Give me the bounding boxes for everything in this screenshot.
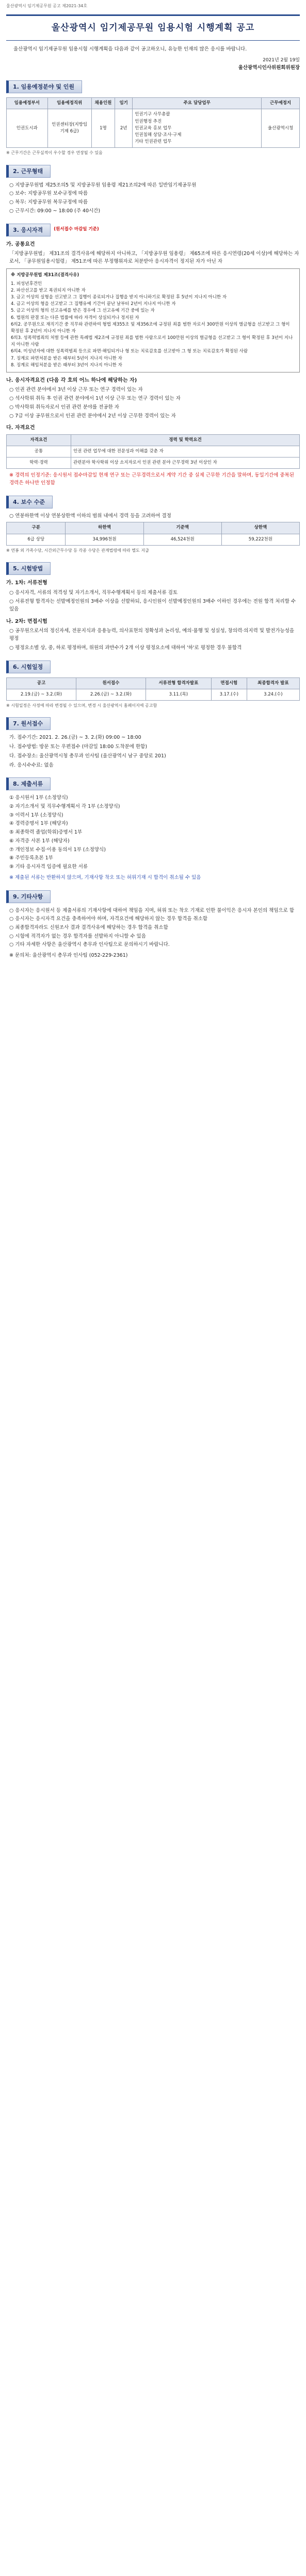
box-line: 4. 금고 이상의 형을 선고받고 그 집행유예 기간이 끝난 날부터 2년이 지나지 아니한 자 [11, 301, 176, 307]
table-cell: 2.19.(금) ~ 3.2.(화) [7, 689, 76, 700]
list-item: ○ 석사학위 취득 후 인권 관련 분야에서 1년 이상 근무 또는 연구 경력이 있는 자 [9, 396, 181, 402]
list-item: ○ 기타 자세한 사항은 울산광역시 총무과 인사팀으로 문의하시기 바랍니다. [9, 942, 170, 948]
notice-number: 울산광역시 임기제공무원 공고 제2021-34호 [6, 4, 87, 8]
list-item: ○ 복무: 지방공무원 복무규정에 따름 [9, 199, 88, 206]
duties-cell [133, 109, 262, 148]
salary-table [6, 522, 300, 545]
list-item: ⑨ 기타 응시자격 입증에 필요한 서류 [9, 864, 88, 870]
section-salary [6, 496, 300, 554]
section-schedule [6, 660, 300, 709]
section-heading: 3. 응시자격 [6, 224, 51, 236]
section-other [6, 890, 300, 960]
list-item: ② 자기소개서 및 직무수행계획서 각 1부 (소정양식) [9, 804, 120, 810]
duty-item: 인권행정 추진 [135, 118, 162, 124]
section-application [6, 717, 300, 769]
table-cell: 34,996천원 [66, 534, 143, 545]
list-item: ○ 응시자는 응시자격 요건을 충족하여야 하며, 자격요건에 해당하지 않는 경우 합격을 취소함 [9, 916, 208, 922]
table-cell: 인권도시과 [7, 109, 48, 148]
table-cell: 46,524천원 [143, 534, 221, 545]
schedule-table [6, 677, 300, 701]
box-line: 6의4. 미성년자에 대한 성폭력범죄 등으로 파면·해임되거나 형 또는 치료감호를 선고받아 그 형 또는 치료감호가 확정된 사람 [11, 349, 248, 354]
table-cell: 6급 상당 [7, 534, 66, 545]
table-header: 주요 담당업무 [133, 98, 262, 109]
list-item: ○ 인권 관련 분야에서 3년 이상 근무 또는 연구 경력이 있는 자 [9, 387, 143, 393]
list-item: ○ 시험에 적격자가 없는 경우 합격자를 선발하지 아니할 수 있음 [9, 933, 146, 939]
table-cell: 3.24.(수) [247, 689, 299, 700]
box-line: 7. 징계로 파면처분을 받은 때부터 5년이 지나지 아니한 자 [11, 355, 122, 361]
disqualification-box [6, 268, 300, 372]
section-heading: 7. 원서접수 [6, 717, 51, 730]
duty-item: 인권교육 홍보 업무 [135, 125, 172, 131]
list-item: ① 응시원서 1부 (소정양식) [9, 795, 68, 801]
qualification-table [6, 434, 300, 469]
box-line: 5. 금고 이상의 형의 선고유예를 받은 경우에 그 선고유예 기간 중에 있는 자 [11, 308, 155, 314]
table-row [7, 109, 300, 148]
table-header: 채용인원 [91, 98, 115, 109]
list-item: ○ 최종합격자라도 신원조사 결과 결격사유에 해당하는 경우 합격을 취소함 [9, 925, 168, 930]
table-header: 임기 [115, 98, 133, 109]
table-header: 공고 [7, 677, 76, 689]
title-box [6, 14, 300, 40]
paragraph: ○ 연봉하한액 이상 연봉상한액 이하의 범위 내에서 경력 등을 고려하여 결정 [9, 513, 171, 519]
schedule-note: ※ 시험일정은 사정에 따라 변경될 수 있으며, 변경 시 울산광역시 홈페이지에 공고함 [6, 703, 157, 708]
duty-item: 기타 인권관련 업무 [135, 139, 172, 145]
list-item: ○ 응시자는 응시원서 등 제출서류의 기재사항에 대하여 책임을 지며, 허위 또는 착오 기재로 인한 불이익은 응시자 본인의 책임으로 함 [9, 907, 295, 913]
paragraph: 나. 접수방법: 방문 또는 우편접수 (마감일 18:00 도착분에 한함) [9, 744, 148, 750]
list-item: ③ 이력서 1부 (소정양식) [9, 812, 63, 818]
box-line: 6. 법원의 판결 또는 다른 법률에 따라 자격이 상실되거나 정지된 자 [11, 315, 139, 320]
subheading: 나. 2차: 면접시험 [6, 618, 47, 624]
paragraph: ○ 공무원으로서의 정신자세, 전문지식과 응용능력, 의사표현의 정확성과 논리성, 예의·품행 및 성실성, 창의력·의지력 및 발전가능성을 평정 [9, 628, 295, 642]
paragraph: 다. 접수장소: 울산광역시청 총무과 인사팀 (울산광역시 남구 중앙로 201) [9, 753, 166, 759]
section-exam-method [6, 562, 300, 652]
box-line: 1. 피성년후견인 [11, 281, 42, 286]
section-heading: 1. 임용예정분야 및 인원 [6, 80, 82, 93]
list-item: ○ 보수: 지방공무원 보수규정에 따름 [9, 191, 88, 197]
positions-note: ※ 근무기간은 근무실적이 우수할 경우 연장될 수 있음 [6, 150, 103, 156]
table-row [7, 689, 300, 700]
list-item: ○ 지방공무원법 제25조의5 및 지방공무원 임용령 제21조의2에 따른 일반임기제공무원 [9, 182, 197, 188]
table-header: 자격요건 [7, 434, 71, 446]
table-header: 기준액 [143, 522, 221, 534]
section-heading: 4. 보수 수준 [6, 496, 53, 509]
section-documents [6, 777, 300, 882]
list-item: ○ 근무시간: 09:00 ~ 18:00 (주 40시간) [9, 208, 101, 214]
warning-text: ※ 경력의 인정기준: 응시원서 접수마감일 현재 연구 또는 근무경력으로서 계약 기간 중 실제 근무한 기간을 말하며, 동일기간에 중복된 경력은 하나만 인정함 [9, 472, 294, 486]
table-header: 구분 [7, 522, 66, 534]
salary-note: ※ 연봉 외 가족수당, 시간외근무수당 등 각종 수당은 관계법령에 따라 별도 지급 [6, 548, 149, 553]
table-header: 서류전형 합격자발표 [146, 677, 211, 689]
box-line: 6의2. 공무원으로 재직기간 중 직무와 관련하여 형법 제355조 및 제356조에 규정된 죄를 범한 자로서 300만원 이상의 벌금형을 선고받고 그 형이 확정된 후 2년이 지나지 아니한 자 [11, 321, 290, 334]
table-header: 하한액 [66, 522, 143, 534]
section-work-type [6, 165, 300, 215]
paragraph: 「지방공무원법」 제31조의 결격사유에 해당하지 아니하고, 「지방공무원 임용령」 제65조에 따른 응시연령(20세 이상)에 해당하는 자로서, 「공무원임용시험령」 제51조에 따른 부정행위자로 처분받아 응시자격이 정지된 자가 아닌 자 [9, 251, 299, 264]
box-line: 6의3. 성폭력범죄의 처벌 등에 관한 특례법 제2조에 규정된 죄를 범한 사람으로서 100만원 이상의 벌금형을 선고받고 그 형이 확정된 후 3년이 지나지 아니한 사람 [11, 335, 293, 348]
section-heading: 5. 시험방법 [6, 562, 51, 575]
section-note: (원서접수 마감일 기준) [54, 227, 99, 232]
list-item: ⑥ 자격증 사본 1부 (해당자) [9, 838, 70, 844]
table-cell: 관련분야 학사학위 이상 소지자로서 인권 관련 분야 근무경력 3년 이상인 자 [71, 457, 299, 469]
list-item: ⑦ 개인정보 수집·이용 동의서 1부 (소정양식) [9, 846, 106, 853]
table-header: 상한액 [221, 522, 299, 534]
section-heading: 6. 시험일정 [6, 660, 51, 673]
notice-page [0, 0, 306, 974]
list-item: ⑤ 최종학력 졸업(학위)증명서 1부 [9, 829, 83, 836]
paragraph: ○ 평정요소별 상, 중, 하로 평정하며, 위원의 과반수가 2개 이상 평정요소에 대하여 '하'로 평정한 경우 불합격 [9, 645, 242, 651]
table-header: 면접시험 [211, 677, 247, 689]
section-heading: 8. 제출서류 [6, 777, 51, 790]
table-row [7, 446, 300, 457]
positions-table [6, 97, 300, 148]
list-item: ⑧ 주민등록초본 1부 [9, 855, 53, 861]
section-heading: 9. 기타사항 [6, 890, 51, 903]
box-line: 2. 파산선고를 받고 복권되지 아니한 자 [11, 287, 86, 293]
page-title: 울산광역시 임기제공무원 임용시험 시행계획 공고 [51, 23, 255, 33]
table-cell: 3.17.(수) [211, 689, 247, 700]
table-row [7, 457, 300, 469]
contact-info: ※ 문의처: 울산광역시 총무과 인사팀 (052-229-2361) [9, 953, 128, 959]
table-cell: 울산광역시청 [262, 109, 300, 148]
section-positions [6, 80, 300, 156]
duty-item: 인권침해 상담·조사·구제 [135, 132, 182, 138]
box-line: 8. 징계로 해임처분을 받은 때부터 3년이 지나지 아니한 자 [11, 362, 122, 368]
subheading: 나. 응시자격요건 (다음 각 호의 어느 하나에 해당하는 자) [6, 377, 137, 383]
table-header: 임용예정직위 [47, 98, 91, 109]
box-line: 3. 금고 이상의 실형을 선고받고 그 집행이 종료되거나 집행을 받지 아니하기로 확정된 후 5년이 지나지 아니한 자 [11, 295, 227, 300]
list-item: ○ 7급 이상 공무원으로서 인권 관련 분야에서 2년 이상 근무한 경력이 있는 자 [9, 413, 176, 419]
table-header: 경력 및 학력요건 [71, 434, 299, 446]
section-eligibility [6, 224, 300, 487]
table-header: 근무예정지 [262, 98, 300, 109]
table-header: 최종합격자 발표 [247, 677, 299, 689]
table-cell: 3.11.(목) [146, 689, 211, 700]
notice-date: 2021년 2월 19일 [263, 58, 300, 63]
table-cell: 학력·경력 [7, 457, 71, 469]
list-item: ④ 경력증명서 1부 (해당자) [9, 821, 68, 827]
paragraph: ○ 서류전형 합격자는 선발예정인원의 3배수 이상을 선발하되, 응시인원이 선발예정인원의 3배수 이하인 경우에는 전원 합격 처리할 수 있음 [9, 599, 296, 613]
table-cell: 인권 관련 업무에 대한 전문성과 이해를 갖춘 자 [71, 446, 299, 457]
subheading: 가. 공통요건 [6, 241, 35, 247]
subheading: 다. 자격요건 [6, 425, 35, 431]
subheading: 가. 1차: 서류전형 [6, 580, 47, 586]
table-header: 원서접수 [76, 677, 146, 689]
section-heading: 2. 근무형태 [6, 165, 51, 178]
table-header: 임용예정부서 [7, 98, 48, 109]
paragraph: ○ 응시자격, 서류의 적격성 및 자기소개서, 직무수행계획서 등의 제출서류 검토 [9, 589, 178, 596]
documents-note: ※ 제출된 서류는 반환하지 않으며, 기재사항 착오 또는 허위기재 시 합격이 취소될 수 있음 [9, 874, 201, 880]
duty-item: 인권기구 사무총괄 [135, 112, 170, 117]
list-item: ○ 박사학위 취득자로서 인권 관련 분야를 전공한 자 [9, 404, 119, 410]
paragraph: 라. 응시수수료: 없음 [9, 762, 54, 768]
table-cell: 1명 [91, 109, 115, 148]
table-cell: 2.26.(금) ~ 3.2.(화) [76, 689, 146, 700]
box-title: ※ 지방공무원법 제31조(결격사유) [11, 273, 79, 278]
issuing-org: 울산광역시인사위원회위원장 [238, 65, 300, 71]
table-cell: 2년 [115, 109, 133, 148]
table-cell: 인권센터장(지방임기제 6급) [47, 109, 91, 148]
intro-text: 울산광역시 임기제공무원 임용시험 시행계획을 다음과 같이 공고하오니, 유능한 인재의 많은 응시를 바랍니다. [13, 46, 247, 52]
paragraph: 가. 접수기간: 2021. 2. 26.(금) ~ 3. 2.(화) 09:00 ~ 18:00 [9, 735, 141, 741]
table-row [7, 534, 300, 545]
table-cell: 59,222천원 [221, 534, 299, 545]
table-cell: 공통 [7, 446, 71, 457]
